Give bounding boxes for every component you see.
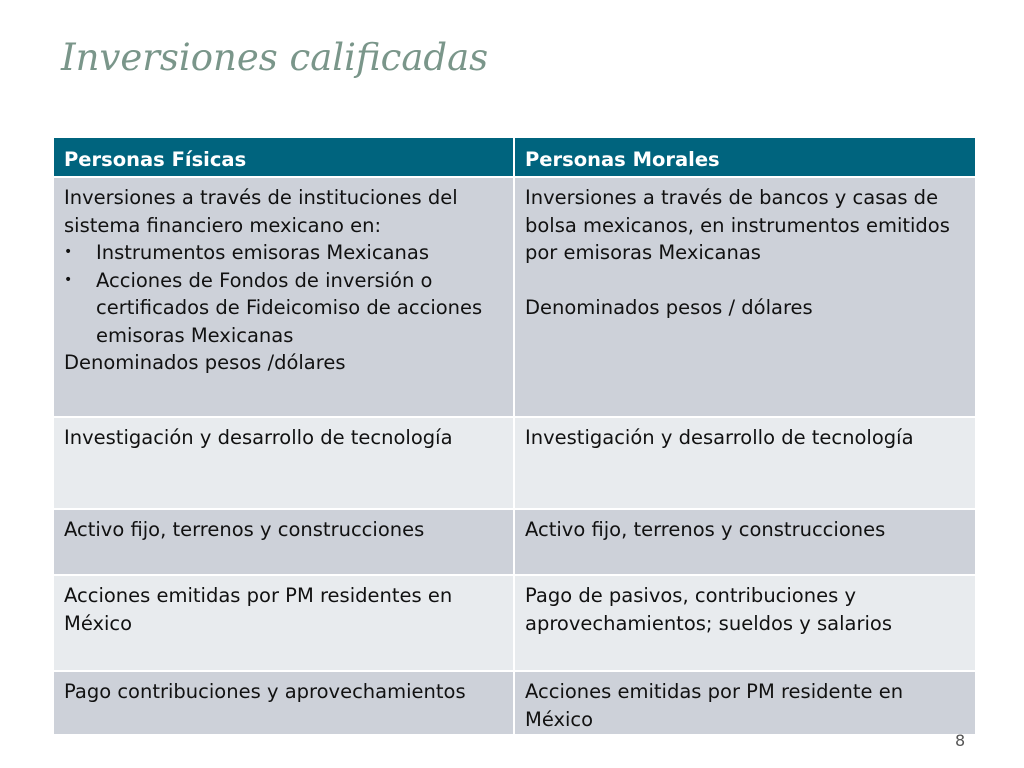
cell-footer-text: Denominados pesos / dólares (525, 296, 813, 319)
investments-table (52, 136, 977, 736)
table-row (53, 671, 976, 735)
bullet-list (64, 239, 503, 349)
page-number: 8 (955, 731, 966, 750)
cell-footer-text: Denominados pesos /dólares (64, 351, 346, 374)
slide-title: Inversiones calificadas (61, 36, 489, 79)
table-row (53, 509, 976, 575)
table-cell: Investigación y desarrollo de tecnología (53, 417, 514, 509)
table-header-row (53, 137, 976, 177)
spacer (525, 267, 965, 295)
bullet-item: • Instrumentos emisoras Mexicanas (64, 239, 503, 267)
table-cell: Acciones emitidas por PM residente en México (514, 671, 976, 735)
header-personas-morales: Personas Morales (514, 137, 976, 177)
table-row (53, 417, 976, 509)
table-row (53, 575, 976, 671)
table-cell: Activo fijo, terrenos y construcciones (514, 509, 976, 575)
bullet-item: • Acciones de Fondos de inversión o certificados de Fideicomiso de acciones emisoras Mexicanas (64, 267, 503, 350)
table-cell: Acciones emitidas por PM residentes en México (53, 575, 514, 671)
table-row (53, 177, 976, 417)
table-cell: Pago de pasivos, contribuciones y aprovechamientos; sueldos y salarios (514, 575, 976, 671)
cell-fisicas-financial-instruments (53, 177, 514, 417)
table-cell: Activo fijo, terrenos y construcciones (53, 509, 514, 575)
header-personas-fisicas: Personas Físicas (53, 137, 514, 177)
cell-intro-text: Inversiones a través de bancos y casas de bolsa mexicanos, en instrumentos emitidos por emisoras Mexicanas (525, 186, 950, 264)
cell-morales-financial-instruments (514, 177, 976, 417)
table-cell: Pago contribuciones y aprovechamientos (53, 671, 514, 735)
table-cell: Investigación y desarrollo de tecnología (514, 417, 976, 509)
cell-intro-text: Inversiones a través de instituciones del sistema financiero mexicano en: (64, 186, 458, 237)
